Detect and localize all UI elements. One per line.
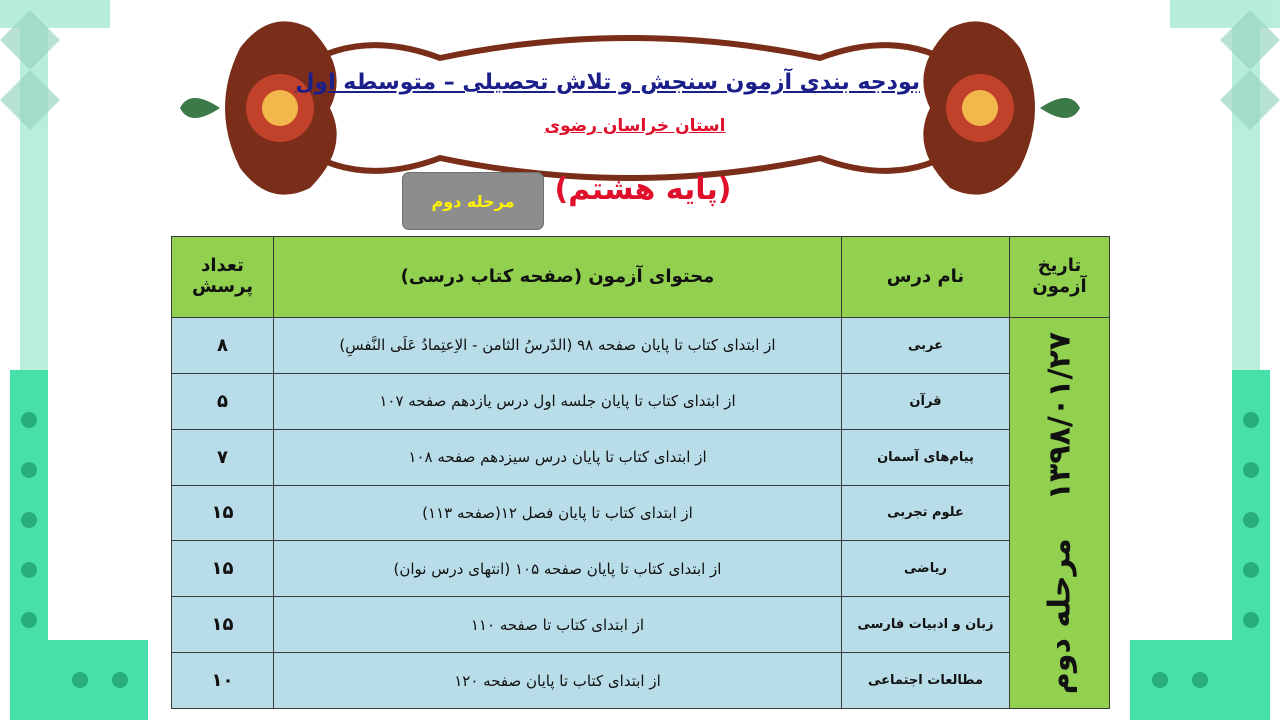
count-cell: ۱۵ [172,485,274,541]
header-subject: نام درس [842,237,1010,318]
content-cell: از ابتدای کتاب تا پایان درس سیزدهم صفحه ۱۰۸ [274,429,842,485]
grade-label: (پایه هشتم) [554,172,732,207]
count-cell: ۱۰ [172,653,274,709]
table-row [172,597,1110,653]
header-content: محتوای آزمون (صفحه کتاب درسی) [274,237,842,318]
content-cell: از ابتدای کتاب تا صفحه ۱۱۰ [274,597,842,653]
subject-cell: علوم تجربی [842,485,1010,541]
table-row [172,541,1110,597]
subject-cell: قرآن [842,373,1010,429]
subject-cell: مطالعات اجتماعی [842,653,1010,709]
ornate-banner [180,8,1080,198]
province-label: استان خراسان رضوی [544,116,726,136]
subject-cell: زبان و ادبیات فارسی [842,597,1010,653]
count-cell: ۱۵ [172,597,274,653]
content-cell: از ابتدای کتاب تا پایان صفحه ۱۲۰ [274,653,842,709]
table-row [172,373,1110,429]
content-cell: از ابتدای کتاب تا پایان جلسه اول درس یازدهم صفحه ۱۰۷ [274,373,842,429]
exam-date: ۱۳۹۸/۰۱/۲۷ [1042,331,1077,501]
exam-budget-table [171,236,1110,709]
stage-badge-label: مرحله دوم [431,191,515,211]
table-row [172,429,1110,485]
count-cell: ۱۵ [172,541,274,597]
count-cell: ۸ [172,318,274,374]
stage-badge [402,172,544,230]
table-row [172,318,1110,374]
count-cell: ۵ [172,373,274,429]
content-cell: از ابتدای کتاب تا پایان صفحه ۱۰۵ (انتهای درس نوان) [274,541,842,597]
merged-date-cell [1010,318,1110,709]
count-cell: ۷ [172,429,274,485]
table-row [172,485,1110,541]
table-header-row [172,237,1110,318]
right-ornament [1130,0,1280,720]
table-row [172,653,1110,709]
subject-cell: ریاضی [842,541,1010,597]
content-cell: از ابتدای کتاب تا پایان صفحه ۹۸ (الدّرسُ الثامن - الاِعتِمادُ عَلَی النَّفسِ) [274,318,842,374]
subject-cell: پیام‌های آسمان [842,429,1010,485]
page-title: بودجه بندی آزمون سنجش و تلاش تحصیلی – متوسطه اول [295,70,920,95]
subject-cell: عربی [842,318,1010,374]
header-date: تاریخ آزمون [1010,237,1110,318]
content-cell: از ابتدای کتاب تا پایان فصل ۱۲(صفحه ۱۱۳) [274,485,842,541]
left-ornament [0,0,150,720]
header-question-count: تعداد پرسش [172,237,274,318]
exam-stage: مرحله دوم [1042,538,1077,695]
